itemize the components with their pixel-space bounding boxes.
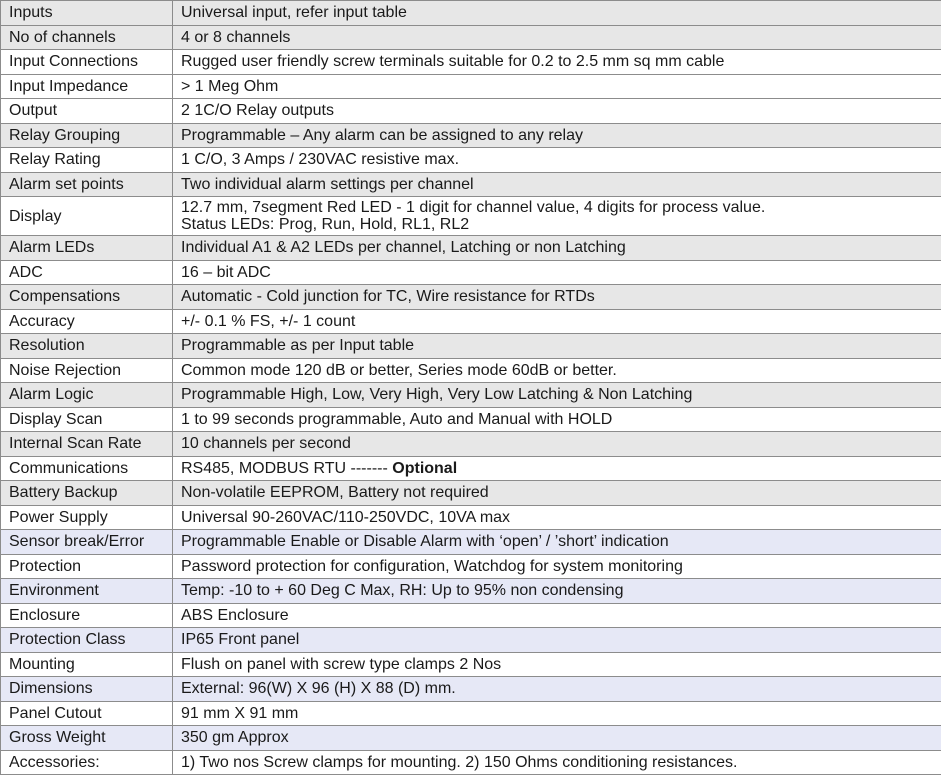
table-row (1, 172, 941, 197)
spec-label: Enclosure (1, 603, 173, 628)
spec-value: Temp: -10 to + 60 Deg C Max, RH: Up to 95% non condensing (173, 579, 941, 604)
table-row (1, 456, 941, 481)
spec-value: Individual A1 & A2 LEDs per channel, Latching or non Latching (173, 236, 941, 261)
table-row (1, 123, 941, 148)
table-row (1, 309, 941, 334)
spec-value: > 1 Meg Ohm (173, 74, 941, 99)
spec-value: External: 96(W) X 96 (H) X 88 (D) mm. (173, 677, 941, 702)
spec-label: Input Connections (1, 50, 173, 75)
spec-label: ADC (1, 260, 173, 285)
spec-label: Alarm Logic (1, 383, 173, 408)
optional-tag: Optional (392, 459, 458, 477)
spec-value: 2 1C/O Relay outputs (173, 99, 941, 124)
spec-value (173, 197, 941, 236)
table-row (1, 383, 941, 408)
spec-label: Power Supply (1, 505, 173, 530)
spec-value: 1 to 99 seconds programmable, Auto and Manual with HOLD (173, 407, 941, 432)
spec-label: Alarm set points (1, 172, 173, 197)
spec-value: Automatic - Cold junction for TC, Wire resistance for RTDs (173, 285, 941, 310)
spec-label: Internal Scan Rate (1, 432, 173, 457)
spec-value-line: 12.7 mm, 7segment Red LED - 1 digit for channel value, 4 digits for process value. (181, 199, 766, 216)
spec-label: Inputs (1, 1, 173, 26)
table-row (1, 407, 941, 432)
table-row (1, 260, 941, 285)
table-row (1, 750, 941, 775)
spec-label: Output (1, 99, 173, 124)
spec-label: Display Scan (1, 407, 173, 432)
table-row (1, 603, 941, 628)
spec-label: Mounting (1, 652, 173, 677)
spec-value: 10 channels per second (173, 432, 941, 457)
table-row (1, 358, 941, 383)
spec-value: IP65 Front panel (173, 628, 941, 653)
spec-value: Programmable Enable or Disable Alarm with ‘open’ / ’short’ indication (173, 530, 941, 555)
spec-value: Common mode 120 dB or better, Series mode 60dB or better. (173, 358, 941, 383)
spec-label: Compensations (1, 285, 173, 310)
table-row (1, 481, 941, 506)
spec-value: Flush on panel with screw type clamps 2 Nos (173, 652, 941, 677)
spec-label: Environment (1, 579, 173, 604)
table-row (1, 334, 941, 359)
spec-label: Gross Weight (1, 726, 173, 751)
spec-value: ABS Enclosure (173, 603, 941, 628)
table-row (1, 432, 941, 457)
table-row (1, 236, 941, 261)
spec-value (173, 456, 941, 481)
table-row (1, 726, 941, 751)
table-row (1, 285, 941, 310)
spec-label: Relay Rating (1, 148, 173, 173)
spec-value: Password protection for configuration, Watchdog for system monitoring (173, 554, 941, 579)
spec-value: Programmable – Any alarm can be assigned to any relay (173, 123, 941, 148)
spec-label: Alarm LEDs (1, 236, 173, 261)
spec-value: Programmable High, Low, Very High, Very Low Latching & Non Latching (173, 383, 941, 408)
table-row (1, 652, 941, 677)
spec-value: Non-volatile EEPROM, Battery not required (173, 481, 941, 506)
spec-value: 350 gm Approx (173, 726, 941, 751)
spec-label: Protection (1, 554, 173, 579)
table-row (1, 505, 941, 530)
spec-label: Battery Backup (1, 481, 173, 506)
spec-label: Sensor break/Error (1, 530, 173, 555)
spec-value: 4 or 8 channels (173, 25, 941, 50)
spec-label: Display (1, 197, 173, 236)
spec-value: Programmable as per Input table (173, 334, 941, 359)
spec-value: 16 – bit ADC (173, 260, 941, 285)
table-row (1, 701, 941, 726)
spec-label: No of channels (1, 25, 173, 50)
table-row (1, 554, 941, 579)
spec-label: Noise Rejection (1, 358, 173, 383)
spec-value-line: Status LEDs: Prog, Run, Hold, RL1, RL2 (181, 216, 470, 233)
spec-value: 1 C/O, 3 Amps / 230VAC resistive max. (173, 148, 941, 173)
spec-label: Panel Cutout (1, 701, 173, 726)
spec-label: Resolution (1, 334, 173, 359)
spec-value: 91 mm X 91 mm (173, 701, 941, 726)
table-row (1, 50, 941, 75)
spec-value: +/- 0.1 % FS, +/- 1 count (173, 309, 941, 334)
spec-value-text: RS485, MODBUS RTU ------- (181, 459, 393, 477)
spec-label: Dimensions (1, 677, 173, 702)
table-row (1, 148, 941, 173)
spec-label: Protection Class (1, 628, 173, 653)
spec-value: Rugged user friendly screw terminals suitable for 0.2 to 2.5 mm sq mm cable (173, 50, 941, 75)
spec-value: 1) Two nos Screw clamps for mounting. 2) 150 Ohms conditioning resistances. (173, 750, 941, 775)
table-row (1, 99, 941, 124)
table-row (1, 579, 941, 604)
spec-value: Two individual alarm settings per channel (173, 172, 941, 197)
spec-label: Accuracy (1, 309, 173, 334)
spec-label: Relay Grouping (1, 123, 173, 148)
table-row (1, 530, 941, 555)
spec-label: Communications (1, 456, 173, 481)
spec-label: Input Impedance (1, 74, 173, 99)
table-row (1, 25, 941, 50)
spec-value: Universal input, refer input table (173, 1, 941, 26)
table-row (1, 1, 941, 26)
spec-value: Universal 90-260VAC/110-250VDC, 10VA max (173, 505, 941, 530)
table-row (1, 197, 941, 236)
spec-label: Accessories: (1, 750, 173, 775)
table-row (1, 74, 941, 99)
table-row (1, 677, 941, 702)
table-row (1, 628, 941, 653)
